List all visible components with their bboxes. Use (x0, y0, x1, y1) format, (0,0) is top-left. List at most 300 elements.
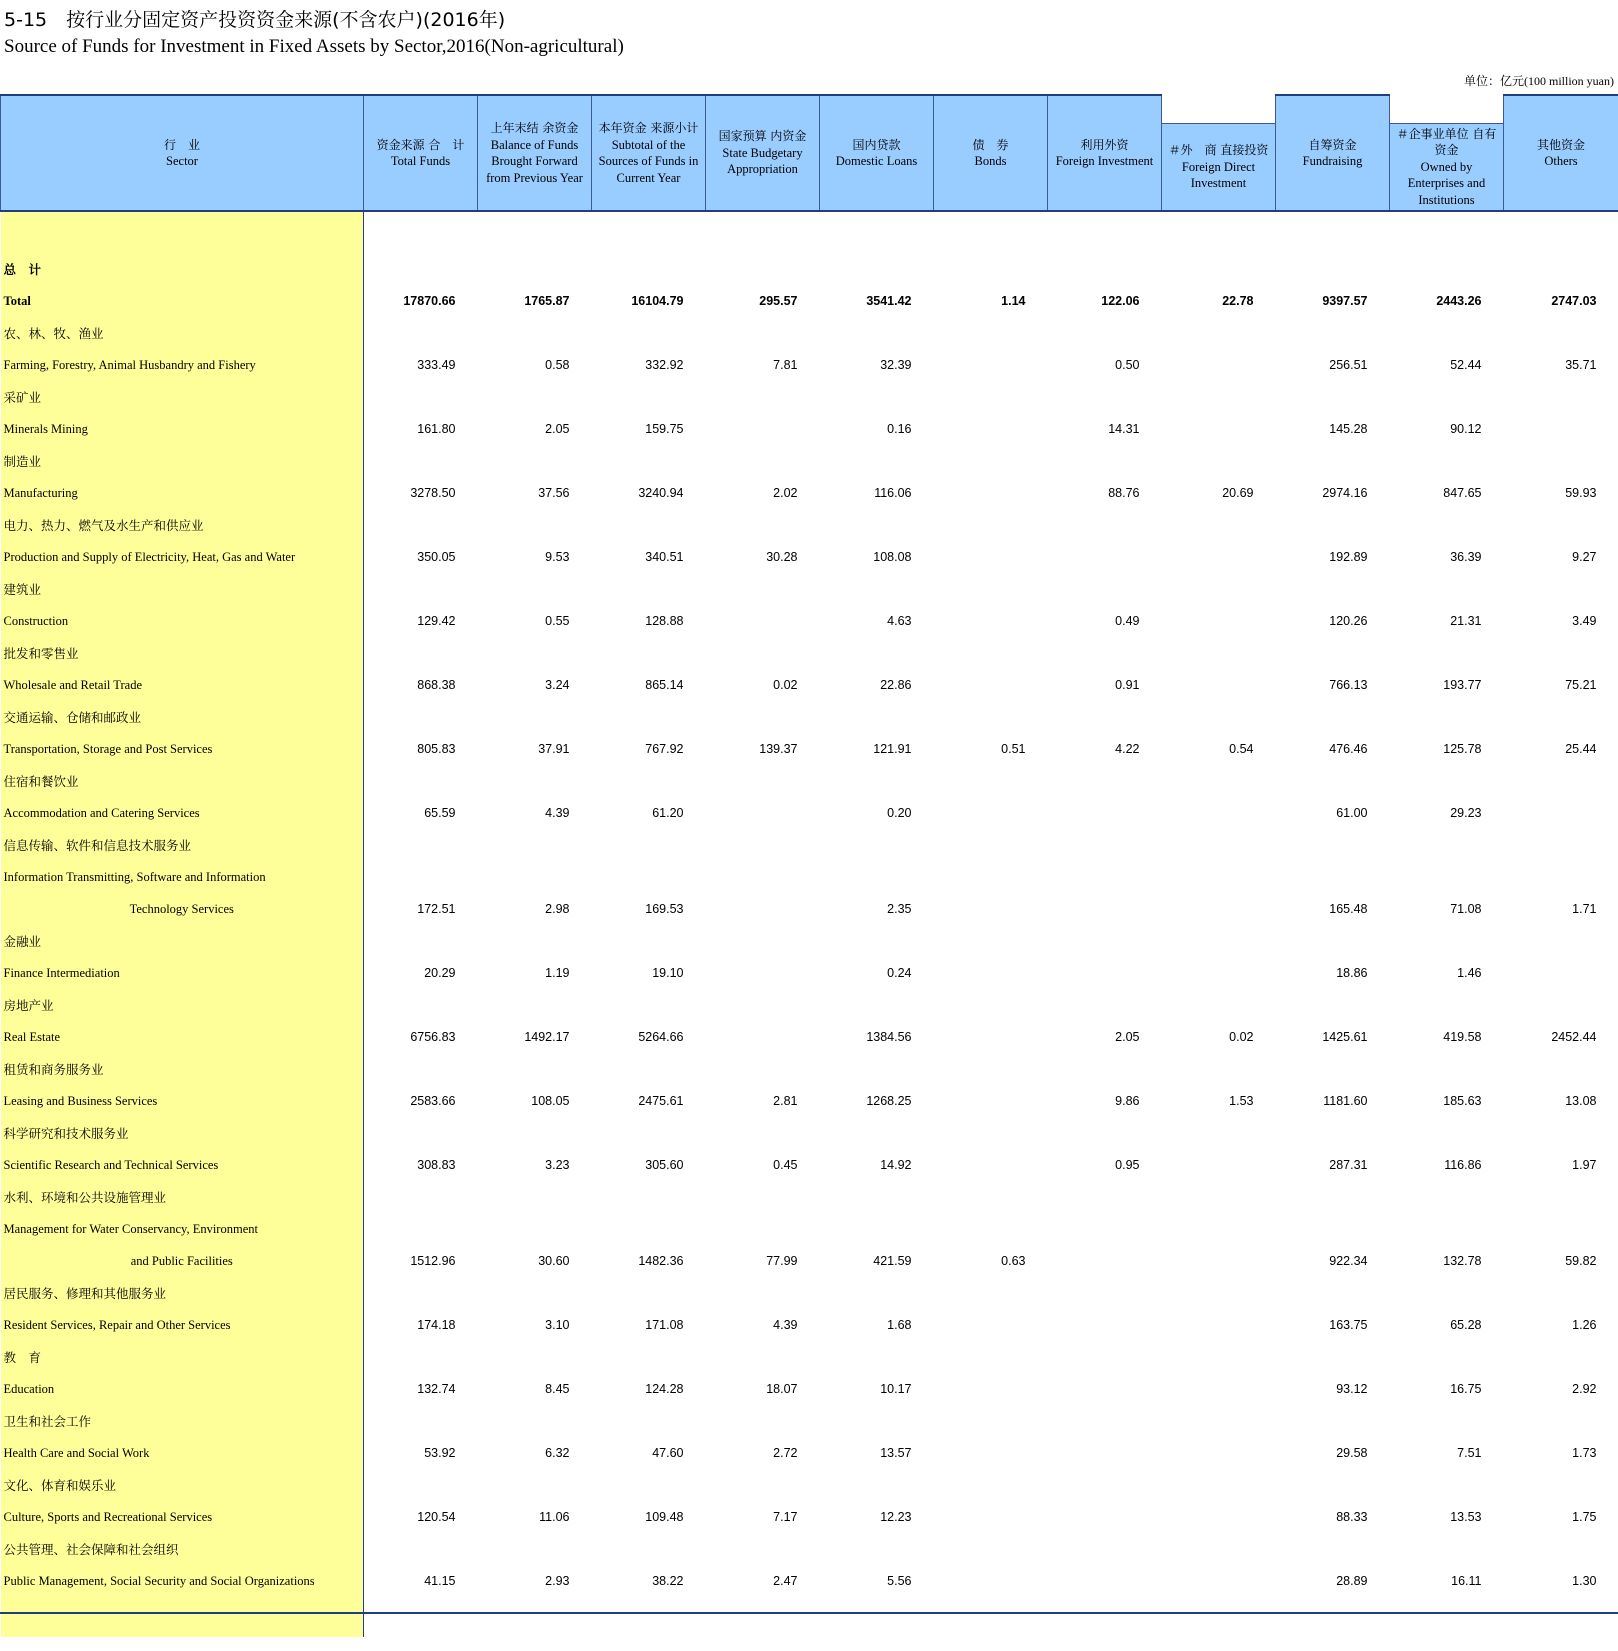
empty-cell (1162, 701, 1276, 733)
table-cell: 128.88 (645, 614, 684, 628)
empty-cell (1162, 925, 1276, 957)
table-cell: 20.69 (1222, 486, 1254, 500)
table-cell: 0.49 (1115, 614, 1140, 628)
row-label: Transportation, Storage and Post Services (1, 733, 364, 765)
empty-cell (1504, 573, 1618, 605)
empty-cell (592, 1405, 706, 1437)
table-row-label-cn (1, 317, 1618, 349)
table-cell: 192.89 (1329, 550, 1368, 564)
table-cell (1048, 541, 1162, 573)
table-cell: 13.08 (1565, 1094, 1597, 1108)
empty-cell (478, 445, 592, 477)
empty-cell (1048, 381, 1162, 413)
table-cell: 21.31 (1450, 614, 1482, 628)
empty-cell (706, 317, 820, 349)
table-cell: 1.14 (1001, 294, 1026, 308)
empty-cell (364, 1181, 478, 1213)
table-row-label-cn (1, 381, 1618, 413)
empty-cell (1504, 1277, 1618, 1309)
empty-cell (706, 1533, 820, 1565)
table-row-label-cn (1, 1533, 1618, 1565)
table-cell: 4.63 (887, 614, 912, 628)
table-row-label-cn (1, 637, 1618, 669)
table-cell (706, 413, 820, 445)
empty-cell (592, 989, 706, 1021)
empty-cell (364, 317, 478, 349)
empty-cell (1048, 1533, 1162, 1565)
empty-cell (592, 1213, 706, 1245)
table-cell (1162, 413, 1276, 445)
table-cell: 1492.17 (524, 1030, 570, 1044)
empty-cell (1504, 637, 1618, 669)
table-cell (1162, 349, 1276, 381)
empty-cell (820, 1533, 934, 1565)
table-cell (1048, 893, 1162, 925)
empty-cell (1504, 317, 1618, 349)
empty-cell (1276, 1341, 1390, 1373)
row-label: Construction (1, 605, 364, 637)
empty-cell (364, 1469, 478, 1501)
table-cell (1048, 1309, 1162, 1341)
table-cell: 6756.83 (410, 1030, 456, 1044)
empty-cell (478, 861, 592, 893)
table-cell (1504, 957, 1618, 989)
empty-cell (592, 1053, 706, 1085)
table-cell (1048, 1501, 1162, 1533)
empty-cell (364, 445, 478, 477)
table-cell: 7.17 (773, 1510, 798, 1524)
empty-cell (820, 1341, 934, 1373)
table-cell: 1.19 (545, 966, 570, 980)
table-cell: 108.05 (531, 1094, 570, 1108)
empty-cell (478, 1181, 592, 1213)
row-label: 制造业 (1, 445, 364, 477)
table-cell: 1425.61 (1322, 1030, 1368, 1044)
table-cell: 308.83 (417, 1158, 456, 1172)
table-cell (934, 957, 1048, 989)
empty-cell (820, 861, 934, 893)
table-cell (1504, 413, 1618, 445)
empty-cell (1390, 253, 1504, 285)
table-cell: 11.06 (539, 1510, 570, 1524)
row-label: 科学研究和技术服务业 (1, 1117, 364, 1149)
row-label: 批发和零售业 (1, 637, 364, 669)
empty-cell (592, 1181, 706, 1213)
table-cell: 145.28 (1329, 422, 1368, 436)
header-blank-owned (1390, 95, 1504, 123)
empty-cell (364, 765, 478, 797)
empty-cell (1390, 381, 1504, 413)
empty-cell (364, 1117, 478, 1149)
empty-cell (1390, 637, 1504, 669)
empty-cell (1048, 861, 1162, 893)
empty-cell (592, 381, 706, 413)
table-cell: 2.05 (545, 422, 570, 436)
row-label: Finance Intermediation (1, 957, 364, 989)
row-label: 卫生和社会工作 (1, 1405, 364, 1437)
tail-cell (934, 1597, 1048, 1637)
table-cell: 17870.66 (403, 294, 456, 308)
empty-cell (706, 1053, 820, 1085)
empty-cell (1504, 1213, 1618, 1245)
table-cell: 59.82 (1565, 1254, 1597, 1268)
table-cell (1162, 1309, 1276, 1341)
table-cell: 1765.87 (524, 294, 570, 308)
empty-cell (1390, 829, 1504, 861)
table-cell: 305.60 (645, 1158, 684, 1172)
empty-cell (934, 381, 1048, 413)
header-state: 国家预算 内资金 State Budgetary Appropriation (706, 95, 820, 211)
empty-cell (706, 861, 820, 893)
empty-cell (592, 925, 706, 957)
table-cell: 0.95 (1115, 1158, 1140, 1172)
empty-cell (934, 829, 1048, 861)
empty-cell (706, 1213, 820, 1245)
table-cell: 2747.03 (1551, 294, 1597, 308)
row-label: Public Management, Social Security and Social Organizations (1, 1565, 364, 1597)
empty-cell (934, 1405, 1048, 1437)
empty-cell (1162, 509, 1276, 541)
empty-cell (364, 925, 478, 957)
table-cell (934, 1021, 1048, 1053)
table-row-label-cn (1, 253, 1618, 285)
table-cell (1048, 1245, 1162, 1277)
spacer-cell (1048, 211, 1162, 253)
header-fundraising: 自筹资金 Fundraising (1276, 95, 1390, 211)
empty-cell (934, 1341, 1048, 1373)
empty-cell (364, 573, 478, 605)
table-cell: 30.28 (766, 550, 798, 564)
empty-cell (1390, 925, 1504, 957)
empty-cell (820, 253, 934, 285)
table-cell: 2.81 (773, 1094, 798, 1108)
table-row-label-cn (1, 829, 1618, 861)
table-cell: 125.78 (1443, 742, 1482, 756)
table-cell: 88.33 (1336, 1510, 1368, 1524)
table-cell: 3541.42 (866, 294, 912, 308)
empty-cell (592, 317, 706, 349)
empty-cell (1390, 317, 1504, 349)
row-label: Scientific Research and Technical Services (1, 1149, 364, 1181)
empty-cell (364, 1277, 478, 1309)
empty-cell (1504, 1053, 1618, 1085)
empty-cell (820, 573, 934, 605)
table-cell (1162, 1149, 1276, 1181)
empty-cell (364, 829, 478, 861)
row-label: Information Transmitting, Software and Information (1, 861, 364, 893)
table-cell: 108.08 (873, 550, 912, 564)
row-label: Farming, Forestry, Animal Husbandry and Fishery (1, 349, 364, 381)
empty-cell (364, 1533, 478, 1565)
table-cell: 350.05 (417, 550, 456, 564)
empty-cell (1162, 1405, 1276, 1437)
empty-cell (592, 701, 706, 733)
empty-cell (1390, 509, 1504, 541)
empty-cell (364, 1053, 478, 1085)
empty-cell (478, 829, 592, 861)
table-cell: 6.32 (545, 1446, 570, 1460)
empty-cell (478, 509, 592, 541)
unit-label: 单位：亿元(100 million yuan) (1463, 74, 1614, 88)
table-cell: 1181.60 (1323, 1094, 1368, 1108)
table-cell: 169.53 (645, 902, 684, 916)
spacer-cell (934, 211, 1048, 253)
tail-cell (478, 1597, 592, 1637)
empty-cell (1048, 701, 1162, 733)
empty-cell (934, 509, 1048, 541)
empty-cell (1048, 1181, 1162, 1213)
row-label: 水利、环境和公共设施管理业 (1, 1181, 364, 1213)
empty-cell (1048, 509, 1162, 541)
empty-cell (1162, 1277, 1276, 1309)
table-cell: 14.31 (1108, 422, 1140, 436)
empty-cell (1390, 1181, 1504, 1213)
table-cell: 9.86 (1115, 1094, 1140, 1108)
header-bonds: 债 券 Bonds (934, 95, 1048, 211)
empty-cell (364, 861, 478, 893)
table-cell: 2.72 (773, 1446, 798, 1460)
table-cell: 8.45 (545, 1382, 570, 1396)
table-cell: 193.77 (1443, 678, 1482, 692)
table-cell (1048, 957, 1162, 989)
table-cell: 18.86 (1336, 966, 1368, 980)
table-cell (934, 1085, 1048, 1117)
empty-cell (820, 1181, 934, 1213)
table-row-label-cn (1, 925, 1618, 957)
empty-cell (1162, 1533, 1276, 1565)
empty-cell (706, 1341, 820, 1373)
empty-cell (1048, 1277, 1162, 1309)
table-row (1, 1373, 1618, 1405)
row-label: 居民服务、修理和其他服务业 (1, 1277, 364, 1309)
table-cell: 766.13 (1329, 678, 1368, 692)
row-label: 金融业 (1, 925, 364, 957)
empty-cell (820, 317, 934, 349)
empty-cell (1276, 1533, 1390, 1565)
empty-cell (1504, 989, 1618, 1021)
row-label: Minerals Mining (1, 413, 364, 445)
empty-cell (1390, 573, 1504, 605)
empty-cell (1276, 1117, 1390, 1149)
empty-cell (1390, 1213, 1504, 1245)
table-cell: 2.98 (545, 902, 570, 916)
table-row (1, 1437, 1618, 1469)
empty-cell (478, 1341, 592, 1373)
table-cell (1162, 1565, 1276, 1597)
empty-cell (1162, 989, 1276, 1021)
empty-cell (820, 989, 934, 1021)
table-row-label-cn (1, 1469, 1618, 1501)
empty-cell (1048, 829, 1162, 861)
table-cell: 29.58 (1336, 1446, 1368, 1460)
table-cell: 1512.96 (410, 1254, 456, 1268)
header-fdi: ＃外 商 直接投资 Foreign Direct Investment (1162, 123, 1276, 211)
empty-cell (1276, 1181, 1390, 1213)
spacer-cell (364, 211, 478, 253)
table-cell: 847.65 (1443, 486, 1482, 500)
empty-cell (1048, 1341, 1162, 1373)
empty-cell (478, 701, 592, 733)
header-balance: 上年末结 余资金 Balance of Funds Brought Forward from Previous Year (478, 95, 592, 211)
table-cell: 22.78 (1222, 294, 1254, 308)
empty-cell (1162, 253, 1276, 285)
empty-cell (820, 1277, 934, 1309)
table-cell (706, 797, 820, 829)
table-cell: 38.22 (652, 1574, 684, 1588)
table-cell: 0.51 (1001, 742, 1026, 756)
empty-cell (1276, 1053, 1390, 1085)
empty-cell (934, 701, 1048, 733)
table-cell: 2.92 (1572, 1382, 1597, 1396)
table-cell (1162, 1437, 1276, 1469)
empty-cell (1276, 1469, 1390, 1501)
table-cell: 171.08 (645, 1318, 684, 1332)
table-cell: 476.46 (1329, 742, 1368, 756)
empty-cell (820, 637, 934, 669)
table-cell: 0.16 (887, 422, 912, 436)
empty-cell (1162, 1213, 1276, 1245)
table-row (1, 1149, 1618, 1181)
table-cell: 0.54 (1229, 742, 1254, 756)
empty-cell (1390, 445, 1504, 477)
table-cell: 47.60 (652, 1446, 684, 1460)
empty-cell (1390, 765, 1504, 797)
table-cell: 2974.16 (1322, 486, 1368, 500)
empty-cell (1504, 1117, 1618, 1149)
empty-cell (1390, 1053, 1504, 1085)
table-row-label-en (1, 1213, 1618, 1245)
row-label: 租赁和商务服务业 (1, 1053, 364, 1085)
table-cell: 256.51 (1329, 358, 1368, 372)
empty-cell (706, 701, 820, 733)
table-cell: 65.28 (1450, 1318, 1482, 1332)
row-label: Health Care and Social Work (1, 1437, 364, 1469)
table-cell: 0.91 (1115, 678, 1140, 692)
table-cell: 5.56 (887, 1574, 912, 1588)
empty-cell (1504, 509, 1618, 541)
table-cell: 52.44 (1450, 358, 1482, 372)
empty-cell (478, 253, 592, 285)
empty-cell (1048, 1117, 1162, 1149)
table-cell (934, 1437, 1048, 1469)
tail-cell (1162, 1597, 1276, 1637)
spacer-cell (1276, 211, 1390, 253)
table-cell: 922.34 (1329, 1254, 1368, 1268)
empty-cell (706, 573, 820, 605)
row-label: 信息传输、软件和信息技术服务业 (1, 829, 364, 861)
table-cell: 90.12 (1450, 422, 1482, 436)
table-cell: 121.91 (873, 742, 912, 756)
header-foreign: 利用外资 Foreign Investment (1048, 95, 1162, 211)
table-cell (934, 893, 1048, 925)
empty-cell (1276, 765, 1390, 797)
empty-cell (1162, 861, 1276, 893)
table-cell: 421.59 (873, 1254, 912, 1268)
empty-cell (934, 1213, 1048, 1245)
row-label: 公共管理、社会保障和社会组织 (1, 1533, 364, 1565)
table-cell: 332.92 (645, 358, 684, 372)
table-cell: 9.53 (545, 550, 570, 564)
table-cell: 4.22 (1115, 742, 1140, 756)
row-label: Education (1, 1373, 364, 1405)
tail-cell (1, 1597, 364, 1637)
row-label: Leasing and Business Services (1, 1085, 364, 1117)
table-cell: 18.07 (766, 1382, 798, 1396)
row-label: Total (1, 285, 364, 317)
empty-cell (706, 829, 820, 861)
spacer-cell (478, 211, 592, 253)
table-cell (1162, 957, 1276, 989)
empty-cell (478, 637, 592, 669)
empty-cell (820, 765, 934, 797)
table-row-label-cn (1, 1405, 1618, 1437)
empty-cell (1276, 701, 1390, 733)
empty-cell (364, 253, 478, 285)
table-cell: 35.71 (1565, 358, 1597, 372)
row-label: 文化、体育和娱乐业 (1, 1469, 364, 1501)
row-label: Resident Services, Repair and Other Services (1, 1309, 364, 1341)
empty-cell (364, 1341, 478, 1373)
empty-cell (1162, 573, 1276, 605)
table-cell (1162, 605, 1276, 637)
table-cell: 2452.44 (1551, 1030, 1597, 1044)
empty-cell (1048, 1053, 1162, 1085)
table-row-label-en (1, 861, 1618, 893)
empty-cell (934, 1469, 1048, 1501)
empty-cell (1048, 925, 1162, 957)
table-cell: 2.35 (887, 902, 912, 916)
tail-cell (820, 1597, 934, 1637)
table-cell: 20.29 (424, 966, 456, 980)
empty-cell (478, 381, 592, 413)
table-cell: 1.75 (1572, 1510, 1597, 1524)
table-cell (706, 605, 820, 637)
table-cell (1162, 1501, 1276, 1533)
table-row-label-cn (1, 1053, 1618, 1085)
table-cell: 1482.36 (638, 1254, 684, 1268)
table-row (1, 1501, 1618, 1533)
table-cell: 16.75 (1450, 1382, 1482, 1396)
empty-cell (478, 573, 592, 605)
table-cell: 2.47 (773, 1574, 798, 1588)
empty-cell (934, 1053, 1048, 1085)
row-label: 电力、热力、燃气及水生产和供应业 (1, 509, 364, 541)
table-cell: 13.53 (1450, 1510, 1482, 1524)
table-row (1, 797, 1618, 829)
table-cell: 161.80 (417, 422, 456, 436)
table-row (1, 1085, 1618, 1117)
header-others: 其他资金 Others (1504, 95, 1618, 211)
empty-cell (1048, 637, 1162, 669)
table-cell: 122.06 (1101, 294, 1140, 308)
empty-cell (1276, 989, 1390, 1021)
table-cell: 29.23 (1450, 806, 1482, 820)
empty-cell (478, 317, 592, 349)
empty-cell (1504, 1533, 1618, 1565)
table-cell: 1.71 (1572, 902, 1597, 916)
table-row-label-cn (1, 1277, 1618, 1309)
empty-cell (934, 1533, 1048, 1565)
table-cell: 767.92 (645, 742, 684, 756)
empty-cell (934, 1117, 1048, 1149)
table-row (1, 285, 1618, 317)
row-label: 农、林、牧、渔业 (1, 317, 364, 349)
table-cell: 3278.50 (410, 486, 456, 500)
table-cell: 109.48 (645, 1510, 684, 1524)
empty-cell (1276, 829, 1390, 861)
spacer-cell (1, 211, 364, 253)
row-label: 房地产业 (1, 989, 364, 1021)
